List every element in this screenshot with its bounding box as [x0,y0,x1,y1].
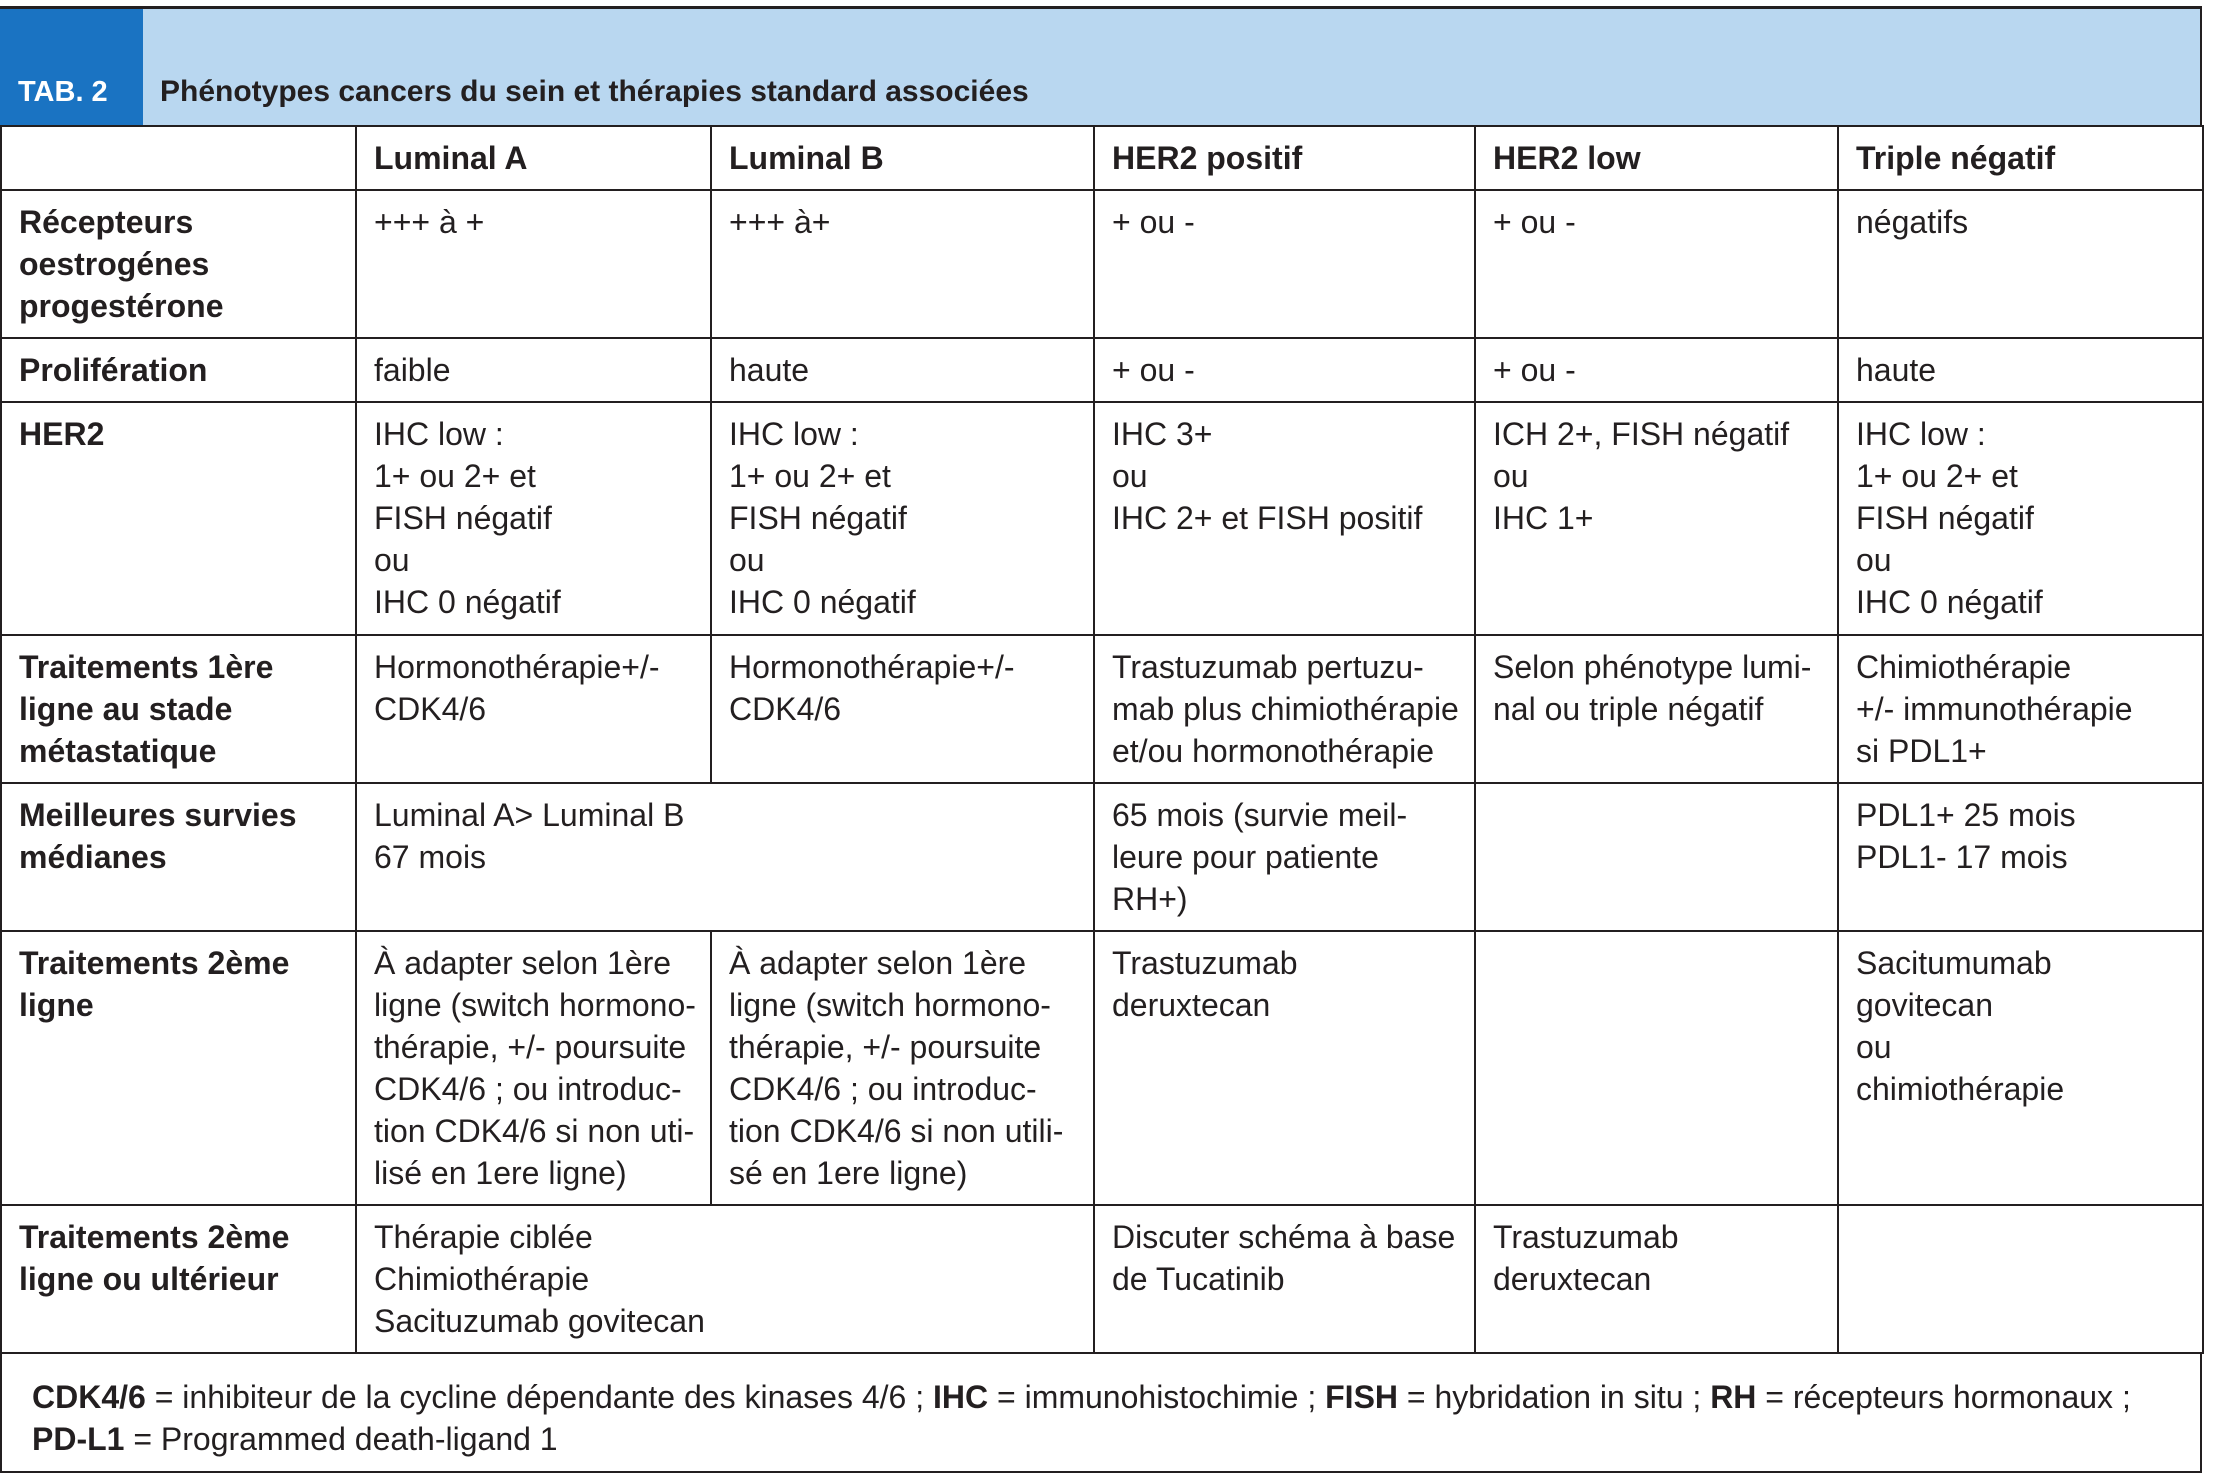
table-cell: Hormonothérapie+/- CDK4/6 [356,635,711,783]
table-cell: IHC low : 1+ ou 2+ et FISH négatif ou IHC 0 négatif [1838,402,2203,635]
footnote-definition: = immunohistochimie ; [988,1379,1326,1415]
table-row [1,190,2203,338]
table-cell: faible [356,338,711,402]
table-cell: IHC low : 1+ ou 2+ et FISH négatif ou IHC 0 négatif [711,402,1094,635]
table-cell: Trastuzumab pertuzu- mab plus chimiothérapie et/ou hormonothérapie [1094,635,1475,783]
footnote-term: RH [1710,1379,1757,1415]
row-header: Prolifération [1,338,356,402]
table-cell: + ou - [1094,190,1475,338]
table-number: TAB. 2 [0,9,143,125]
column-header: HER2 positif [1094,126,1475,190]
table-cell: PDL1+ 25 mois PDL1- 17 mois [1838,783,2203,931]
table-cell [1475,931,1838,1205]
table-figure [0,6,2202,1473]
table-cell: Hormonothérapie+/- CDK4/6 [711,635,1094,783]
footnote-definition: = Programmed death-ligand 1 [124,1421,558,1457]
row-header: Traitements 1ère ligne au stade métastatique [1,635,356,783]
table-row [1,635,2203,783]
table-cell: haute [1838,338,2203,402]
table-row [1,931,2203,1205]
column-header: Luminal A [356,126,711,190]
footnote-term: PD-L1 [32,1421,125,1457]
column-header: Luminal B [711,126,1094,190]
table-cell: + ou - [1475,338,1838,402]
row-header: Meilleures survies médianes [1,783,356,931]
table-title: Phénotypes cancers du sein et thérapies standard associées [160,75,1029,108]
row-header: Récepteurs oestrogénes progestérone [1,190,356,338]
table-row [1,1205,2203,1353]
table-cell: + ou - [1094,338,1475,402]
table-cell: +++ à + [356,190,711,338]
table-cell: Sacitumumab govitecan ou chimiothérapie [1838,931,2203,1205]
footnote-definition: = hybridation in situ ; [1398,1379,1711,1415]
table-cell: haute [711,338,1094,402]
footnote-term: IHC [933,1379,989,1415]
table-row [1,338,2203,402]
table-header [0,6,2202,125]
table-cell: À adapter selon 1ère ligne (switch hormono- thérapie, +/- poursuite CDK4/6 ; ou introduc- tion CDK4/6 si non utili- sé en 1ere ligne) [711,931,1094,1205]
table-cell: Trastuzumab deruxtecan [1094,931,1475,1205]
table-cell [1475,783,1838,931]
table-row [1,783,2203,931]
table-cell: 65 mois (survie meil- leure pour patiente RH+) [1094,783,1475,931]
footnote-term: CDK4/6 [32,1379,146,1415]
footnote-definition: = inhibiteur de la cycline dépendante des kinases 4/6 ; [145,1379,933,1415]
footnote-definition: = récepteurs hormonaux ; [1756,1379,2131,1415]
table-cell: IHC 3+ ou IHC 2+ et FISH positif [1094,402,1475,635]
row-header: Traitements 2ème ligne ou ultérieur [1,1205,356,1353]
column-header-row [1,126,2203,190]
table-row [1,402,2203,635]
table-cell: +++ à+ [711,190,1094,338]
row-header: Traitements 2ème ligne [1,931,356,1205]
table-cell: + ou - [1475,190,1838,338]
column-header: HER2 low [1475,126,1838,190]
table-cell: négatifs [1838,190,2203,338]
table-cell: Trastuzumab deruxtecan [1475,1205,1838,1353]
table-cell: Selon phénotype lumi- nal ou triple négatif [1475,635,1838,783]
table-cell: Discuter schéma à base de Tucatinib [1094,1205,1475,1353]
row-header: HER2 [1,402,356,635]
table-cell: Luminal A> Luminal B 67 mois [356,783,1094,931]
table-cell: Thérapie ciblée Chimiothérapie Sacituzumab govitecan [356,1205,1094,1353]
table-footnote [0,1354,2202,1473]
table-cell: ICH 2+, FISH négatif ou IHC 1+ [1475,402,1838,635]
table-cell: IHC low : 1+ ou 2+ et FISH négatif ou IHC 0 négatif [356,402,711,635]
corner-cell [1,126,356,190]
table-cell: À adapter selon 1ère ligne (switch hormono- thérapie, +/- poursuite CDK4/6 ; ou introduc- tion CDK4/6 si non uti- lisé en 1ere ligne) [356,931,711,1205]
table-cell [1838,1205,2203,1353]
phenotype-table [0,125,2204,1354]
column-header: Triple négatif [1838,126,2203,190]
table-cell: Chimiothérapie +/- immunothérapie si PDL1+ [1838,635,2203,783]
footnote-term: FISH [1325,1379,1399,1415]
